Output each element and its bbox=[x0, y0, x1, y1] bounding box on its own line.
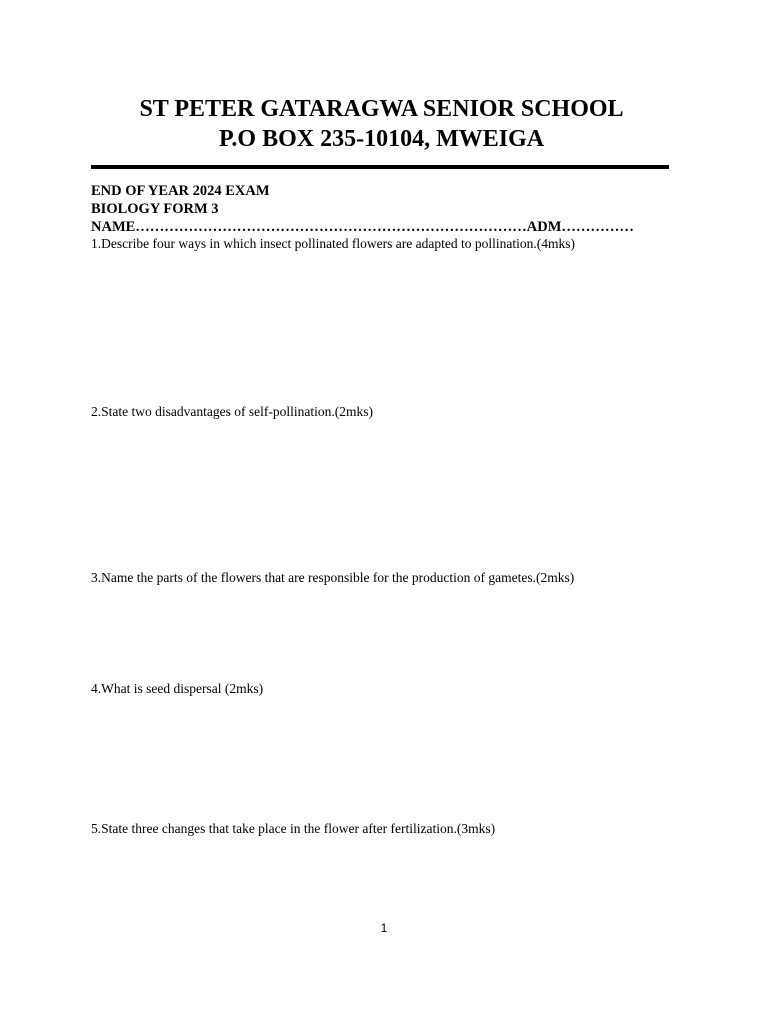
question-1: 1.Describe four ways in which insect pollinated flowers are adapted to pollination.(4mks) bbox=[91, 236, 575, 251]
question-4: 4.What is seed dispersal (2mks) bbox=[91, 681, 264, 696]
question-2: 2.State two disadvantages of self-pollination.(2mks) bbox=[91, 404, 373, 419]
exam-title: END OF YEAR 2024 EXAM bbox=[91, 183, 270, 199]
header-divider bbox=[91, 165, 669, 169]
exam-subject: BIOLOGY FORM 3 bbox=[91, 201, 219, 217]
school-name: ST PETER GATARAGWA SENIOR SCHOOL bbox=[139, 96, 624, 122]
question-5: 5.State three changes that take place in the flower after fertilization.(3mks) bbox=[91, 821, 496, 836]
page-number: 1 bbox=[380, 921, 388, 935]
question-3: 3.Name the parts of the flowers that are responsible for the production of gametes.(2mks) bbox=[91, 570, 575, 585]
name-adm-line: NAME………………………………………………………………………ADM…………… bbox=[91, 219, 634, 235]
school-address: P.O BOX 235-10104, MWEIGA bbox=[218, 126, 545, 152]
